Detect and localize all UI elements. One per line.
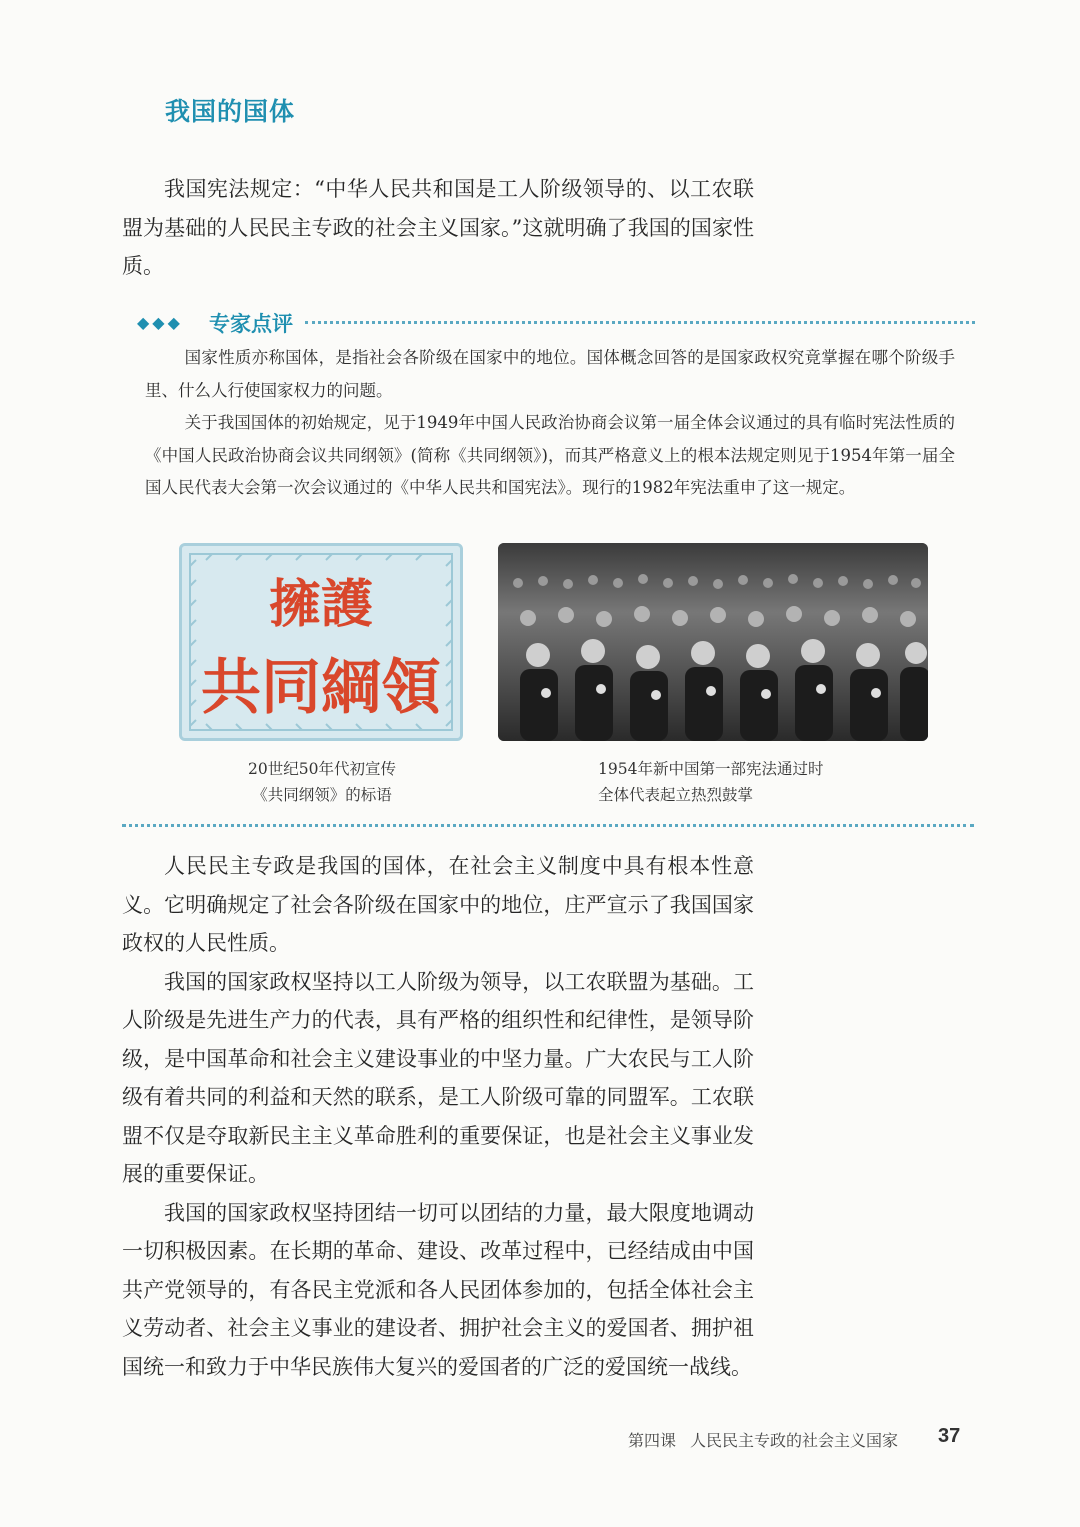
- expert-box-header: [137, 308, 975, 338]
- page-number: 37: [938, 1425, 961, 1447]
- poster-caption: [232, 756, 412, 808]
- caption-line: 1954年新中国第一部宪法通过时: [598, 760, 824, 778]
- footer-lesson: [628, 1428, 912, 1451]
- lesson-number: 第四课: [628, 1431, 677, 1450]
- crowd-image: [498, 543, 928, 741]
- poster-image: [182, 546, 460, 738]
- expert-paragraph: 关于我国国体的初始规定，见于1949年中国人民政治协商会议第一届全体会议通过的具有临时宪法性质的《中国人民政治协商会议共同纲领》(简称《共同纲领》)，而其严格意义上的根本法规定则见于1954年第一届全国人民代表大会第一次会议通过的《中华人民共和国宪法》。现行的1982年宪法重申了这一规定。: [145, 413, 955, 498]
- intro-paragraph: 我国宪法规定：“中华人民共和国是工人阶级领导的、以工农联盟为基础的人民民主专政的社会主义国家。”这就明确了我国的国家性质。: [122, 177, 754, 278]
- crowd-photo: [498, 543, 928, 741]
- diamond-bullets-icon: ◆◆◆: [137, 313, 183, 332]
- body-paragraph: 我国的国家政权坚持团结一切可以团结的力量，最大限度地调动一切积极因素。在长期的革命、建设、改革过程中，已经结成由中国共产党领导的，有各民主党派和各人民团体参加的，包括全体社会主义劳动者、社会主义事业的建设者、拥护社会主义的爱国者、拥护祖国统一和致力于中华民族伟大复兴的爱国者的广泛的爱国统一战线。: [122, 1200, 754, 1379]
- caption-line: 全体代表起立热烈鼓掌: [598, 786, 754, 804]
- poster-photo: [179, 543, 463, 741]
- crowd-caption: [598, 756, 838, 808]
- intro-text: [122, 170, 754, 286]
- poster-line-2: 共同綱領: [201, 653, 441, 723]
- body-paragraph: 人民民主专政是我国的国体，在社会主义制度中具有根本性意义。它明确规定了社会各阶级在国家中的地位，庄严宣示了我国国家政权的人民性质。: [122, 854, 754, 955]
- body-paragraph: 我国的国家政权坚持以工人阶级为领导，以工农联盟为基础。工人阶级是先进生产力的代表，具有严格的组织性和纪律性，是领导阶级，是中国革命和社会主义建设事业的中坚力量。广大农民与工人阶级有着共同的利益和天然的联系，是工人阶级可靠的同盟军。工农联盟不仅是夺取新民主主义革命胜利的重要保证，也是社会主义事业发展的重要保证。: [122, 969, 754, 1186]
- expert-box-text: [145, 342, 955, 505]
- expert-box-bottom-divider: [122, 824, 974, 827]
- poster-line-1: 擁護: [268, 575, 374, 635]
- expert-paragraph: 国家性质亦称国体，是指社会各阶级在国家中的地位。国体概念回答的是国家政权究竟掌握在哪个阶级手里、什么人行使国家权力的问题。: [145, 348, 955, 400]
- caption-line: 《共同纲领》的标语: [252, 786, 392, 804]
- lesson-title: 人民民主专政的社会主义国家: [690, 1431, 899, 1450]
- section-title: 我国的国体: [165, 97, 296, 126]
- expert-box-title: 专家点评: [209, 312, 293, 336]
- main-text: [122, 847, 754, 1386]
- caption-line: 20世纪50年代初宣传: [248, 760, 396, 778]
- expert-header-divider: [305, 321, 975, 324]
